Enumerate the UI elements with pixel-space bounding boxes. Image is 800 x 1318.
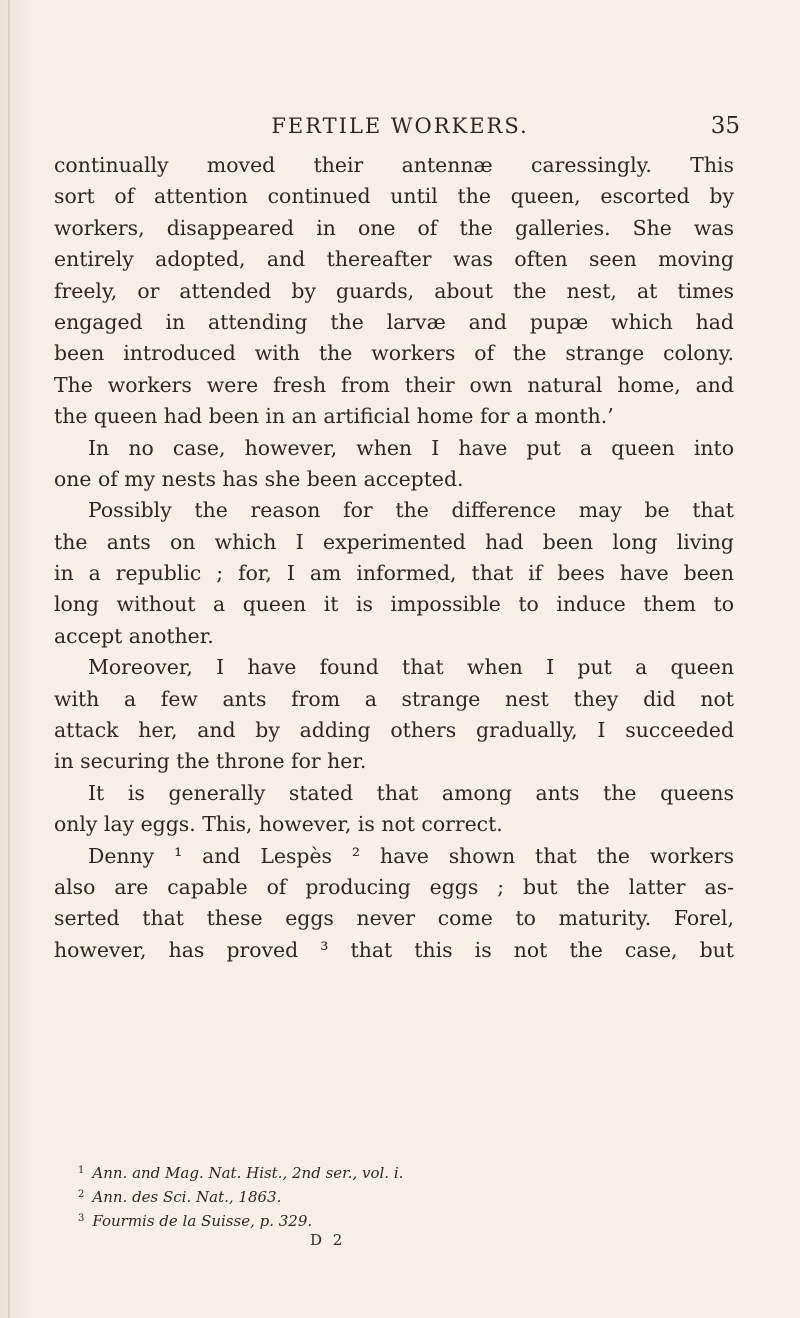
- text-line: the ants on which I experimented had been long living: [54, 529, 734, 554]
- text-line: continually moved their antennæ caressingly. This: [54, 153, 734, 177]
- text-line: attack her, and by adding others gradually, I succeeded: [54, 718, 734, 743]
- text-line: Denny ¹ and Lespès ² have shown that the workers: [88, 843, 734, 868]
- text-line: workers, disappeared in one of the galleries. She was: [54, 215, 734, 240]
- text-line: It is generally stated that among ants the queens: [88, 780, 734, 805]
- text-line: entirely adopted, and thereafter was often seen moving: [54, 247, 734, 272]
- footnote-text: Ann. des Sci. Nat., 1863.: [92, 1188, 282, 1206]
- text-line: accept another.: [54, 623, 214, 648]
- text-line: only lay eggs. This, however, is not correct.: [54, 812, 503, 837]
- text-line: with a few ants from a strange nest they did not: [54, 686, 734, 711]
- text-line: the queen had been in an artificial home for a month.’: [54, 404, 614, 429]
- text-line: Moreover, I have found that when I put a queen: [88, 655, 734, 680]
- footnote-mark: 1: [78, 1165, 85, 1176]
- text-line: long without a queen it is impossible to induce them to: [54, 592, 734, 617]
- text-line: however, has proved ³ that this is not the case, but: [54, 937, 734, 962]
- signature-mark: D 2: [310, 1231, 346, 1249]
- text-line: The workers were fresh from their own natural home, and: [54, 372, 734, 397]
- page-edge-shadow: [8, 0, 10, 1318]
- footnote: [78, 1183, 638, 1207]
- text-line: freely, or attended by guards, about the nest, at times: [54, 278, 734, 303]
- text-line: also are capable of producing eggs ; but the latter as-: [54, 874, 734, 899]
- footnote-mark: 2: [78, 1189, 85, 1200]
- footnote: [78, 1207, 638, 1231]
- body-text: [54, 150, 734, 966]
- text-line: been introduced with the workers of the strange colony.: [54, 341, 734, 366]
- text-line: serted that these eggs never come to maturity. Forel,: [54, 906, 734, 931]
- text-line: engaged in attending the larvæ and pupæ which had: [54, 309, 734, 334]
- text-line: Possibly the reason for the difference may be that: [88, 498, 734, 523]
- page-number: 35: [710, 113, 740, 139]
- text-line: In no case, however, when I have put a queen into: [88, 435, 734, 460]
- text-line: in securing the throne for her.: [54, 749, 367, 774]
- footnote: [78, 1159, 638, 1183]
- footnote-text: Ann. and Mag. Nat. Hist., 2nd ser., vol. i.: [92, 1164, 404, 1182]
- text-line: in a republic ; for, I am informed, that if bees have been: [54, 561, 734, 586]
- running-head: [60, 110, 740, 142]
- footnotes: [78, 1159, 638, 1231]
- running-title: FERTILE WORKERS.: [271, 114, 529, 138]
- text-line: sort of attention continued until the queen, escorted by: [54, 184, 734, 209]
- footnote-mark: 3: [78, 1213, 85, 1224]
- text-line: one of my nests has she been accepted.: [54, 466, 464, 491]
- footnote-text: Fourmis de la Suisse, p. 329.: [92, 1212, 313, 1230]
